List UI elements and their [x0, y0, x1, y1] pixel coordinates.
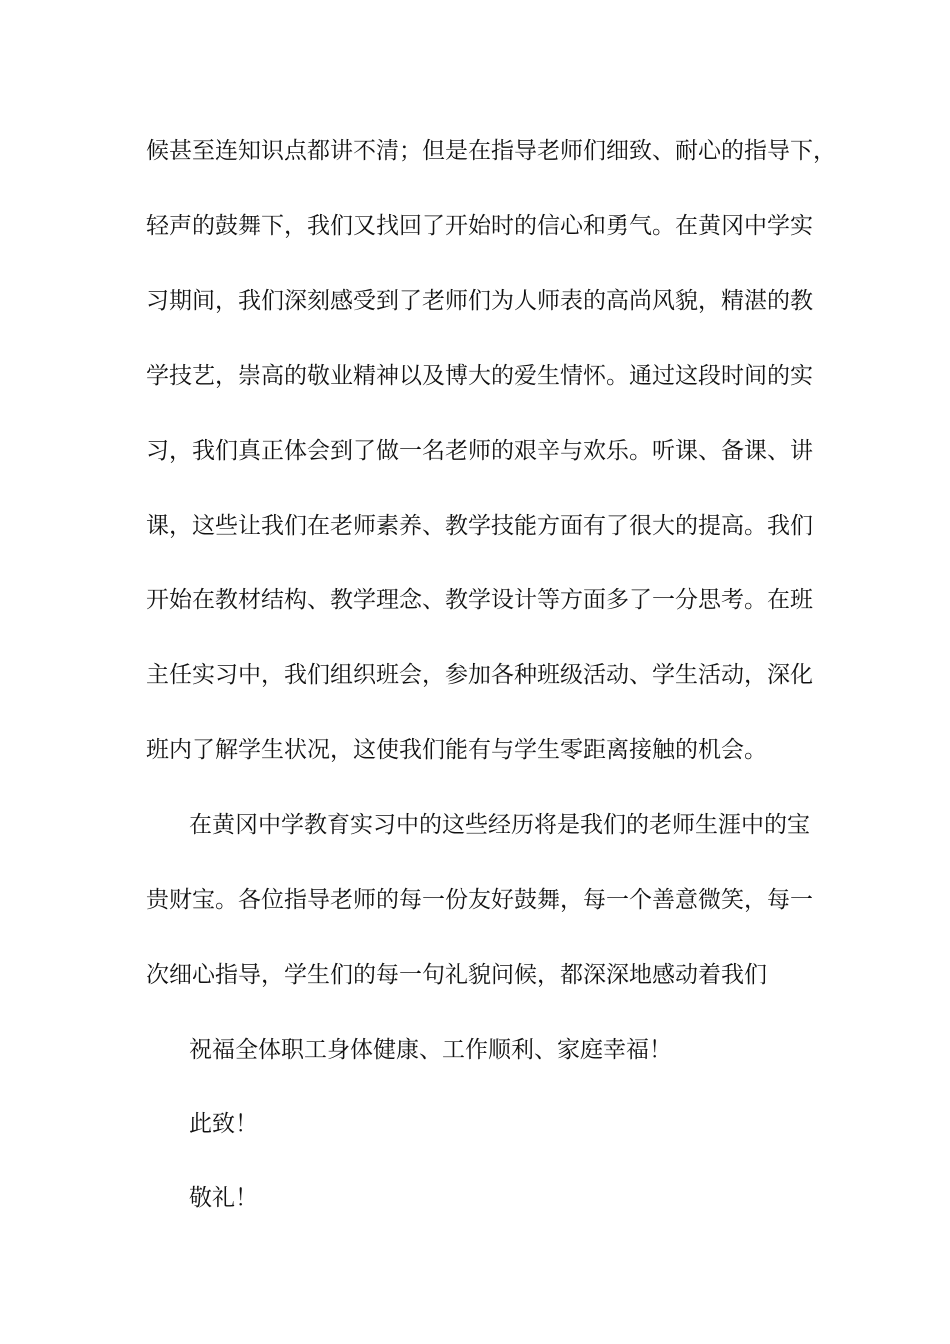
paragraph-2-line-3: 次细心指导，学生们的每一句礼貌问候，都深深地感动着我们	[146, 962, 767, 988]
paragraph-2-line-1: 在黄冈中学教育实习中的这些经历将是我们的老师生涯中的宝	[189, 812, 810, 838]
closing-wish: 祝福全体职工身体健康、工作顺利、家庭幸福！	[189, 1037, 672, 1063]
closing-salutation-2: 敬礼！	[189, 1185, 258, 1211]
paragraph-1-line-9: 班内了解学生状况，这使我们能有与学生零距离接触的机会。	[146, 737, 767, 763]
closing-salutation-1: 此致！	[189, 1111, 258, 1137]
paragraph-1-line-7: 开始在教材结构、教学理念、教学设计等方面多了一分思考。在班	[146, 587, 813, 613]
paragraph-1-line-8: 主任实习中，我们组织班会，参加各种班级活动、学生活动，深化	[146, 662, 813, 688]
paragraph-1-line-5: 习，我们真正体会到了做一名老师的艰辛与欢乐。听课、备课、讲	[146, 438, 813, 464]
paragraph-2-line-2: 贵财宝。各位指导老师的每一份友好鼓舞，每一个善意微笑，每一	[146, 887, 813, 913]
paragraph-1-line-6: 课，这些让我们在老师素养、教学技能方面有了很大的提高。我们	[146, 513, 813, 539]
paragraph-1-line-3: 习期间，我们深刻感受到了老师们为人师表的高尚风貌，精湛的教	[146, 288, 813, 314]
paragraph-1-line-2: 轻声的鼓舞下，我们又找回了开始时的信心和勇气。在黄冈中学实	[146, 213, 813, 239]
paragraph-1-line-4: 学技艺，崇高的敬业精神以及博大的爱生情怀。通过这段时间的实	[146, 363, 813, 389]
paragraph-1-line-1: 候甚至连知识点都讲不清；但是在指导老师们细致、耐心的指导下，	[146, 138, 836, 164]
